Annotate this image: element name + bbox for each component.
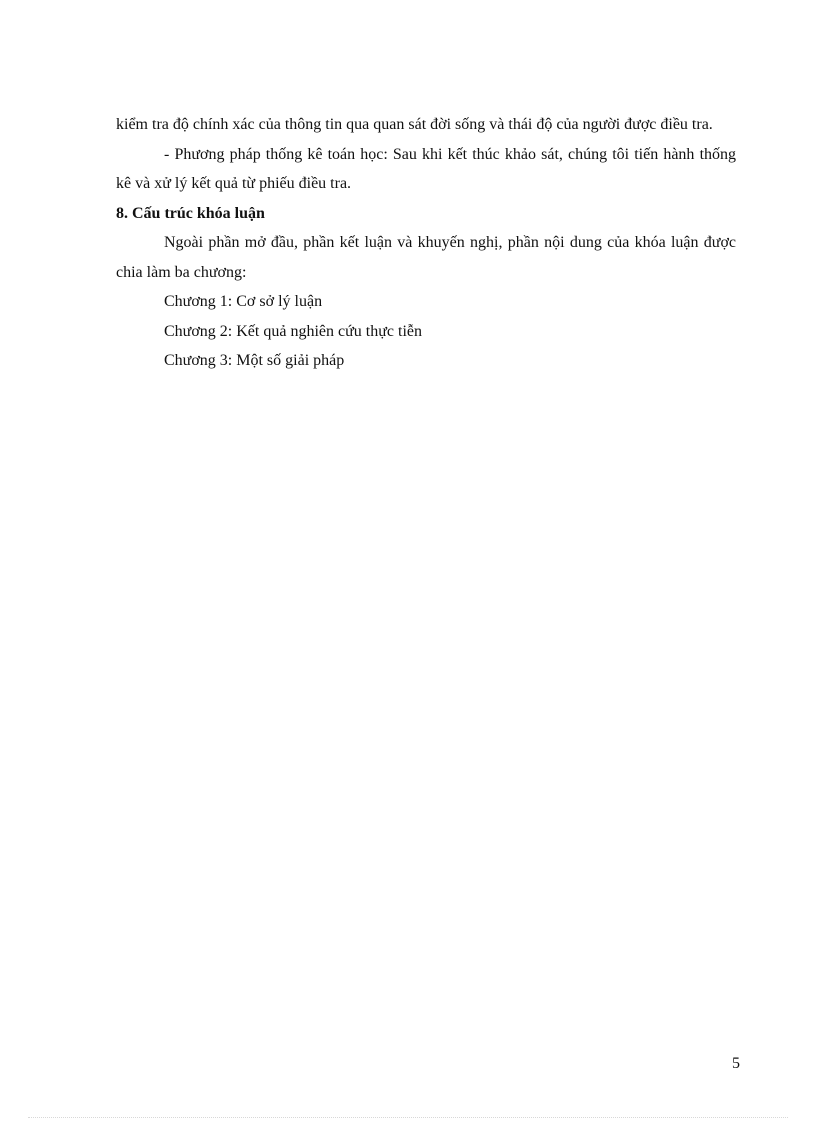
- paragraph-method-observation: [116, 110, 736, 140]
- paragraph-structure-intro: [116, 228, 736, 287]
- text-line: luận được chia làm ba chương:: [116, 234, 737, 281]
- text-line: điều tra.: [660, 116, 713, 133]
- section-heading: 8. Cấu trúc khóa luận: [116, 204, 265, 222]
- chapter-1-item: Chương 1: Cơ sở lý luận: [164, 293, 323, 310]
- chapter-2-item: Chương 2: Kết quả nghiên cứu thực tiễn: [164, 322, 422, 340]
- page-bottom-divider: [28, 1117, 788, 1118]
- text-line: - Phương pháp thống kê toán học: Sau khi kết thúc khảo sát, chúng tôi tiến hành: [164, 145, 695, 163]
- text-line: thống kê và xử lý kết quả từ phiếu điều tra.: [116, 145, 737, 192]
- paragraph-method-statistics: [116, 140, 736, 199]
- page-number: 5: [732, 1055, 740, 1072]
- page-body: [116, 110, 736, 376]
- text-line: Ngoài phần mở đầu, phần kết luận và khuyến nghị, phần nội dung của khóa: [164, 234, 666, 251]
- chapter-3-item: Chương 3: Một số giải pháp: [164, 352, 345, 369]
- text-line: kiểm tra độ chính xác của thông tin qua quan sát đời sống và thái độ của người được: [116, 116, 657, 133]
